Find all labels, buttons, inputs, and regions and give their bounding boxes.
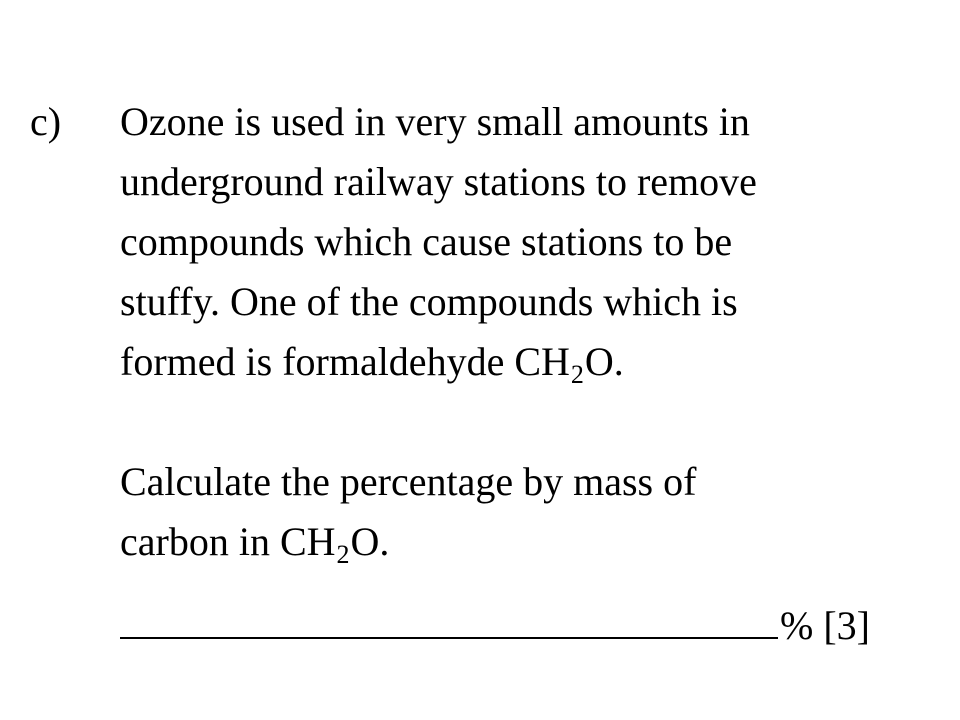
marks-label: [3]	[823, 603, 870, 648]
carbon-text-end: O.	[350, 519, 390, 564]
carbon-text: carbon in CH	[120, 519, 336, 564]
answer-row	[120, 596, 920, 656]
question-text-line-1: Ozone is used in very small amounts in	[120, 99, 750, 144]
calculation-prompt: Calculate the percentage by mass of	[120, 459, 697, 504]
question-text-line-5	[120, 332, 940, 392]
formed-text-end: O.	[584, 339, 624, 384]
question-text-line-4: stuffy. One of the compounds which is	[120, 279, 738, 324]
carbon-prompt-line	[120, 512, 940, 572]
formula-subscript: 2	[570, 360, 584, 389]
formed-text: formed is formaldehyde CH	[120, 339, 570, 384]
question-text-line-2: underground railway stations to remove	[120, 159, 757, 204]
percent-sign: %	[780, 603, 814, 648]
carbon-formula-subscript: 2	[336, 540, 350, 569]
paragraph-gap	[120, 392, 940, 452]
question-part-label: c)	[30, 99, 62, 144]
question-body	[120, 92, 940, 572]
answer-blank[interactable]	[120, 597, 778, 639]
question-text-line-3: compounds which cause stations to be	[120, 219, 733, 264]
